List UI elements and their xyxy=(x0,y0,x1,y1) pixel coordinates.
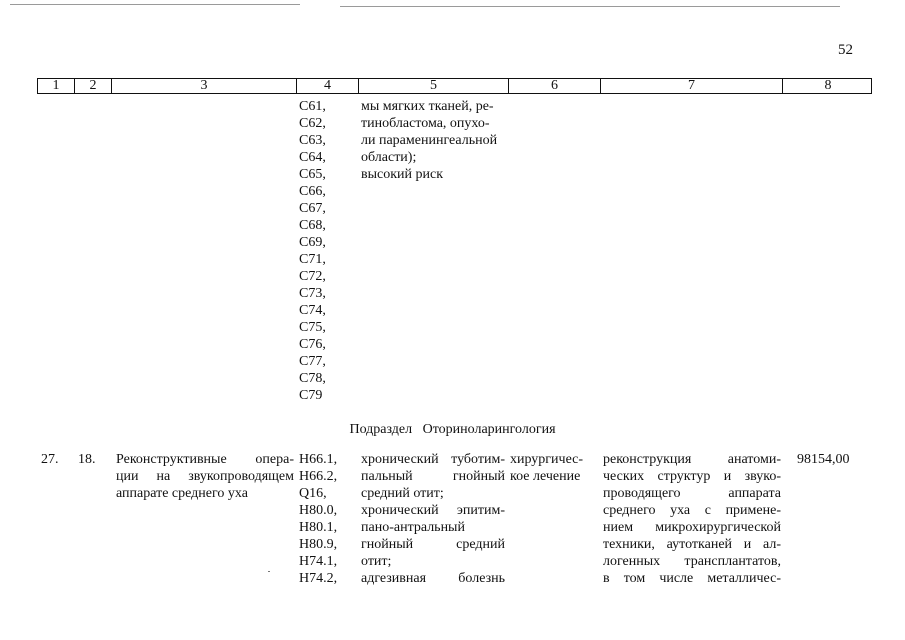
page-number: 52 xyxy=(838,42,853,58)
header-cell-1: 1 xyxy=(52,78,60,93)
icd-code: C61, xyxy=(299,99,326,114)
diagnosis-line: средний отит; xyxy=(361,486,444,501)
treatment-type xyxy=(510,451,598,485)
diagnosis-line: гнойный средний xyxy=(361,537,505,552)
diagnosis-line: пано-антральный xyxy=(361,520,465,535)
icd-code: C67, xyxy=(299,201,326,216)
icd-code: H66.2, xyxy=(299,469,338,484)
icd-code: C71, xyxy=(299,252,326,267)
subsection-title: Подраздел Оториноларингология xyxy=(349,422,556,437)
icd-code: C73, xyxy=(299,286,326,301)
header-cell-6: 6 xyxy=(508,79,600,93)
method-line: техники, аутотканей и ал- xyxy=(603,537,781,552)
scan-artifact-line xyxy=(340,6,840,7)
method-line: проводящего аппарата xyxy=(603,486,781,501)
icd-code: C78, xyxy=(299,371,326,386)
icd-code: C76, xyxy=(299,337,326,352)
treatment-name xyxy=(116,451,294,502)
scan-speck xyxy=(268,571,270,572)
header-cell-2: 2 xyxy=(74,79,111,93)
scan-artifact-line xyxy=(10,4,300,5)
icd-code: H74.2, xyxy=(299,571,338,586)
diagnosis-line: адгезивная болезнь xyxy=(361,571,505,586)
description-line: мы мягких тканей, ре- xyxy=(361,99,494,114)
header-cell-8: 8 xyxy=(782,79,873,93)
method-line: ческих структур и звуко- xyxy=(603,469,781,484)
treatment-line: ции на звукопроводящем xyxy=(116,469,294,484)
diagnosis-line: пальный гнойный xyxy=(361,469,505,484)
icd-code: C66, xyxy=(299,184,326,199)
method-line: реконструкция анатоми- xyxy=(603,452,781,467)
icd-code: H66.1, xyxy=(299,452,338,467)
icd-code: Q16, xyxy=(299,486,327,501)
method-line: в том числе металличес- xyxy=(603,571,781,586)
header-cell-7: 7 xyxy=(600,79,782,93)
icd-code: C77, xyxy=(299,354,326,369)
icd-code: H80.9, xyxy=(299,537,338,552)
header-cell-4: 4 xyxy=(296,79,358,93)
treatment-line: аппарате среднего уха xyxy=(116,486,248,501)
method-line: логенных трансплантатов, xyxy=(603,554,781,569)
description-line: высокий риск xyxy=(361,167,444,182)
treatment-method xyxy=(603,451,781,587)
diagnosis-description xyxy=(361,451,505,587)
description-line: ли параменингеальной xyxy=(361,133,498,148)
icd-code: C62, xyxy=(299,116,326,131)
icd-code: C72, xyxy=(299,269,326,284)
description-line: тинобластома, опухо- xyxy=(361,116,490,131)
diagnosis-line: отит; xyxy=(361,554,392,569)
icd-code: H74.1, xyxy=(299,554,338,569)
price-value: 98154,00 xyxy=(797,452,850,467)
icd-code: C63, xyxy=(299,133,326,148)
icd-code: C74, xyxy=(299,303,326,318)
method-line: среднего уха с примене- xyxy=(603,503,781,518)
icd-code: H80.1, xyxy=(299,520,338,535)
icd-code: C68, xyxy=(299,218,326,233)
diagnosis-line: хронический эпитим- xyxy=(361,503,505,518)
icd-code: C64, xyxy=(299,150,326,165)
header-cell-3: 3 xyxy=(111,79,296,93)
table-header-row xyxy=(37,78,872,94)
icd-code: C65, xyxy=(299,167,326,182)
row-icd-codes xyxy=(299,451,349,587)
icd-code: C75, xyxy=(299,320,326,335)
diagnosis-line: хронический туботим- xyxy=(361,452,505,467)
treatment-type-line: хирургичес- xyxy=(510,452,584,467)
header-cell-5: 5 xyxy=(358,79,508,93)
continuation-description xyxy=(361,98,509,183)
group-number: 18. xyxy=(78,452,96,467)
method-line: нием микрохирургической xyxy=(603,520,781,535)
description-line: области); xyxy=(361,150,417,165)
continuation-codes xyxy=(299,98,349,404)
treatment-line: Реконструктивные опера- xyxy=(116,452,294,467)
icd-code: H80.0, xyxy=(299,503,338,518)
icd-code: C79 xyxy=(299,388,323,403)
treatment-type-line: кое лечение xyxy=(510,469,581,484)
icd-code: C69, xyxy=(299,235,326,250)
row-number: 27. xyxy=(41,452,59,467)
